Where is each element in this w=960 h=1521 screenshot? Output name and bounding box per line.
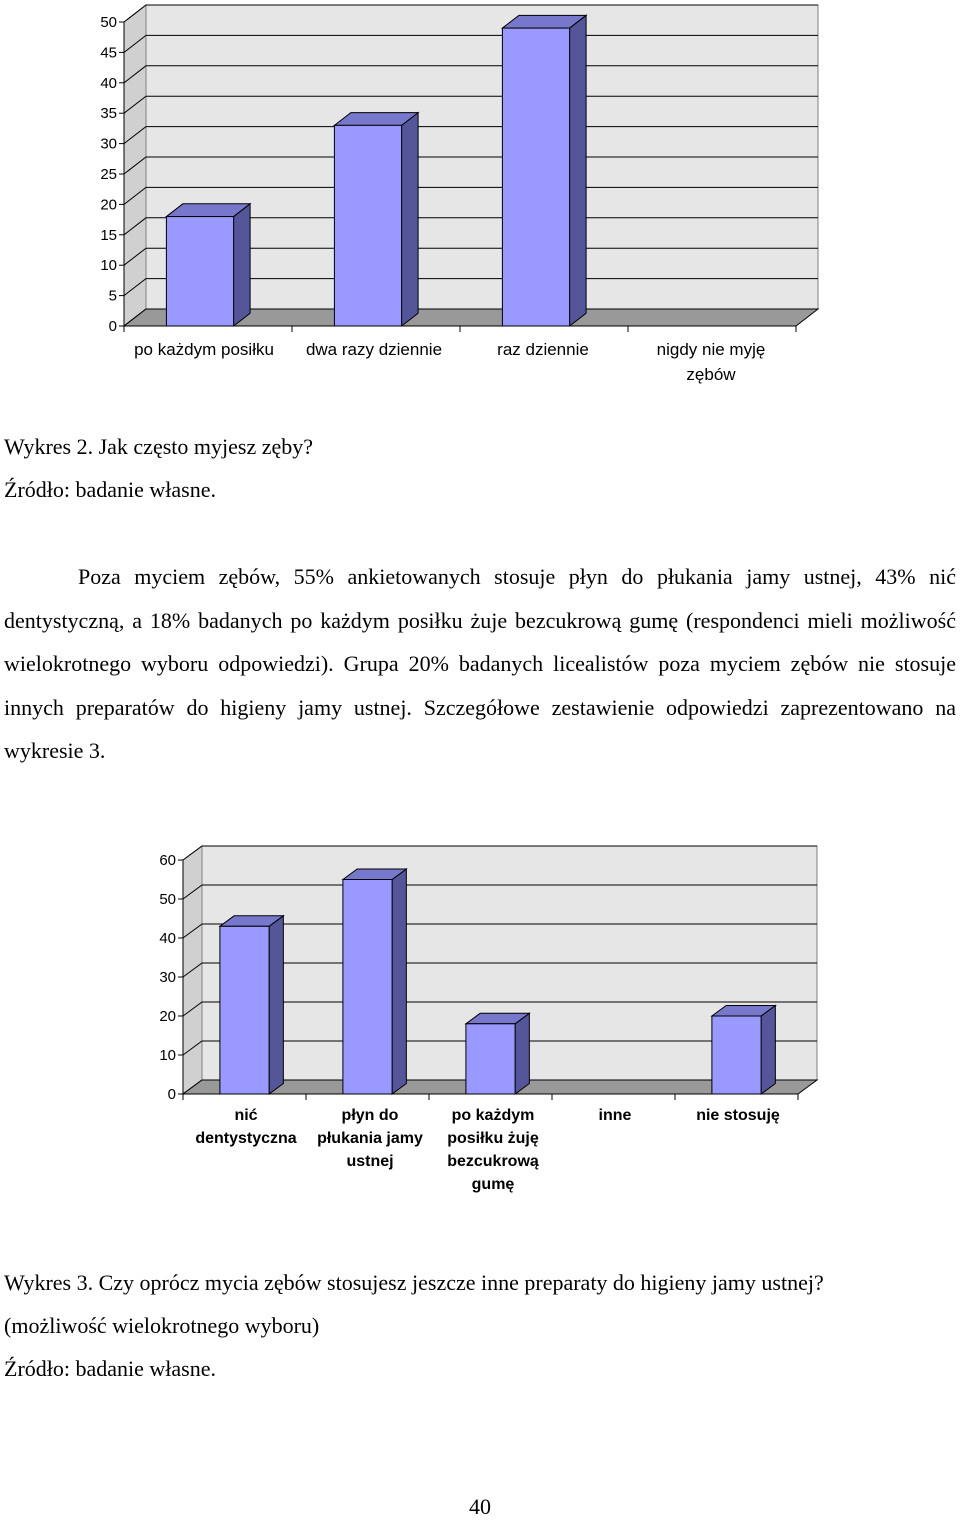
chart-1-title: Wykres 2. Jak często myjesz zęby? [4,434,313,459]
chart-2-bar-side [392,869,406,1094]
chart-2-category-label: płyn do [341,1107,399,1124]
chart-1-y-tick-label: 5 [108,287,117,305]
chart-2-caption [4,1261,824,1390]
chart-2-y-tick-label: 60 [159,852,176,869]
chart-2-category-label: płukania jamy [317,1130,423,1147]
chart-2-category-label: po każdym [451,1107,535,1124]
chart-1-caption [4,425,313,511]
chart-1-bar-side [402,113,419,326]
chart-1-y-tick-label: 45 [100,44,117,62]
chart-2-bar-side [269,916,283,1094]
paragraph-text: Poza myciem zębów, 55% ankietowanych stosuje płyn do płukania jamy ustnej, 43% nić dentystyczną, a 18% badanych po każdym posiłku żuje bezcukrową gumę (respondenci mieli możliwość wielokrotnego wyboru odpowiedzi). Grupa 20% badanych licealistów poza myciem zębów nie stosuje innych preparatów do higieny jamy ustnej. Szczegółowe zestawienie odpowiedzi zaprezentowano na wykresie 3. [4,564,956,763]
chart-2-bar [712,1016,761,1094]
chart-1-y-tick-label: 15 [100,226,117,244]
chart-1-category-label: dwa razy dziennie [305,340,443,359]
chart-1-y-tick-label: 0 [108,318,117,335]
chart-1-category-label: zębów [686,365,736,384]
chart-2-bar [466,1024,515,1094]
body-paragraph [4,555,956,773]
chart-2-bar [343,880,392,1095]
chart-1-category-label: raz dziennie [497,340,589,359]
chart-2-category-label: bezcukrową [447,1153,539,1170]
chart-1-bar [334,125,401,326]
chart-2-bar-side [515,1013,529,1094]
chart-2-y-tick-label: 30 [159,969,176,986]
chart-2-source: Źródło: badanie własne. [4,1356,216,1381]
chart-2-bar [220,926,269,1094]
chart-1-y-tick-label: 20 [100,196,117,214]
chart-1-y-tick-label: 50 [100,14,117,31]
chart-2-category-label: nie stosuję [696,1107,780,1124]
chart-2-category-label: posiłku żuję [447,1130,539,1147]
chart-2-y-tick-label: 10 [159,1047,176,1064]
chart-2-y-tick-label: 50 [159,891,176,908]
chart-1-bar-side [570,15,587,326]
chart-1-y-tick-label: 25 [100,166,117,183]
chart-how-often-brush [0,0,960,395]
chart-1-category-label: nigdy nie myję [656,340,766,359]
chart-1-y-tick-label: 30 [100,135,117,153]
chart-2-y-tick-label: 40 [159,930,176,947]
chart-1-bar [166,217,233,326]
chart-2-category-label: dentystyczna [195,1130,297,1147]
chart-1-bar [502,28,569,326]
chart-2-y-tick-label: 20 [159,1008,176,1025]
chart-1-svg [0,0,960,395]
chart-2-category-label: nić [234,1107,258,1124]
chart-2-note: (możliwość wielokrotnego wyboru) [4,1313,320,1338]
chart-1-y-tick-label: 35 [100,105,117,123]
chart-1-bar-side [234,204,251,326]
chart-2-category-label: inne [598,1107,632,1124]
chart-2-category-label: ustnej [346,1153,394,1170]
chart-2-category-label: gumę [471,1176,515,1193]
chart-2-y-tick-label: 0 [167,1086,176,1103]
chart-1-y-tick-label: 40 [100,74,117,92]
chart-2-bar-side [761,1006,775,1095]
chart-other-hygiene-products [0,838,960,1200]
chart-1-y-tick-label: 10 [100,257,117,275]
chart-2-title: Wykres 3. Czy oprócz mycia zębów stosujesz jeszcze inne preparaty do higieny jamy ustnej? [4,1270,824,1295]
page-number: 40 [469,1494,491,1519]
chart-1-source: Źródło: badanie własne. [4,477,216,502]
chart-2-svg [0,838,960,1200]
chart-1-category-label: po każdym posiłku [134,340,274,359]
